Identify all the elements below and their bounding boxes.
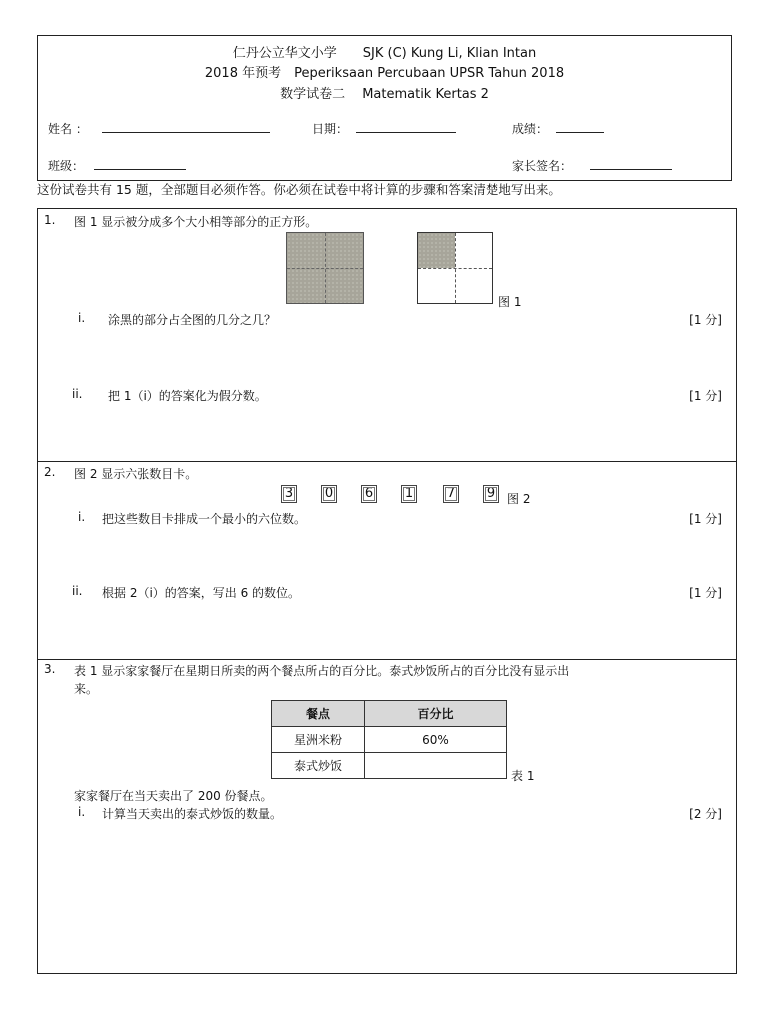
table-cell: [365, 753, 507, 779]
number-card: 6: [361, 485, 377, 503]
score-label: 成绩：: [512, 122, 549, 136]
table-cell: 泰式炒饭: [272, 753, 365, 779]
table-header-cell: 百分比: [365, 701, 507, 727]
quarter-square-figure: [417, 232, 493, 304]
parent-signature-label: 家长签名：: [512, 159, 573, 173]
question-3: [37, 659, 737, 974]
question-2: [37, 461, 737, 660]
number-card: 3: [281, 485, 297, 503]
table-cell: 星洲米粉: [272, 727, 365, 753]
table-row: [272, 727, 507, 753]
class-label: 班级：: [48, 159, 85, 173]
part-number: i.: [78, 311, 86, 325]
table-cell: 60%: [365, 727, 507, 753]
part-text: 计算当天卖出的泰式炒饭的数量。: [102, 807, 283, 821]
date-field[interactable]: [356, 120, 456, 133]
name-label: 姓名 ：: [48, 122, 88, 136]
statement-text: 家家餐厅在当天卖出了 200 份餐点。: [74, 789, 273, 803]
exam-title: 2018 年预考 Peperiksaan Percubaan UPSR Tahun 2018: [204, 66, 565, 81]
score-field[interactable]: [556, 120, 604, 133]
number-card: 0: [321, 485, 337, 503]
number-card: 9: [483, 485, 499, 503]
question-number: 1.: [44, 213, 56, 227]
table-row: [272, 753, 507, 779]
instruction-text: 这份试卷共有 15 题，全部题目必须作答。你必须在试卷中将计算的步骤和答案清楚地写出来。: [37, 182, 561, 197]
part-number: ii.: [72, 387, 83, 401]
exam-header: [37, 35, 732, 181]
marks-label: [1 分]: [689, 512, 722, 526]
question-text: 图 1 显示被分成多个大小相等部分的正方形。: [74, 215, 318, 229]
shaded-quarter: [418, 233, 455, 268]
school-name: 仁丹公立华文小学 SJK (C) Kung Li, Klian Intan: [232, 46, 537, 61]
question-text-continued: 来。: [74, 682, 99, 696]
question-number: 3.: [44, 662, 56, 676]
divider-line: [287, 268, 363, 269]
class-field[interactable]: [94, 157, 186, 170]
part-text: 把 1（i）的答案化为假分数。: [108, 389, 267, 403]
number-card: 7: [443, 485, 459, 503]
question-1: [37, 208, 737, 462]
table-label: 表 1: [511, 769, 535, 783]
marks-label: [1 分]: [689, 389, 722, 403]
part-text: 把这些数目卡排成一个最小的六位数。: [102, 512, 307, 526]
part-number: i.: [78, 510, 86, 524]
table-header-cell: 餐点: [272, 701, 365, 727]
parent-signature-field[interactable]: [590, 157, 672, 170]
figure-label: 图 1: [498, 295, 522, 309]
shaded-square-figure: [286, 232, 364, 304]
divider-line: [418, 268, 492, 269]
number-card: 1: [401, 485, 417, 503]
table-1: [271, 700, 507, 779]
marks-label: [1 分]: [689, 586, 722, 600]
figure-label: 图 2: [507, 492, 531, 506]
date-label: 日期：: [312, 122, 349, 136]
part-number: ii.: [72, 584, 83, 598]
part-number: i.: [78, 805, 86, 819]
marks-label: [1 分]: [689, 313, 722, 327]
question-number: 2.: [44, 465, 56, 479]
part-text: 根据 2（i）的答案，写出 6 的数位。: [102, 586, 301, 600]
question-text: 表 1 显示家家餐厅在星期日所卖的两个餐点所占的百分比。泰式炒饭所占的百分比没有显示出: [74, 664, 570, 678]
name-field[interactable]: [102, 120, 270, 133]
part-text: 涂黑的部分占全图的几分之几？: [108, 313, 277, 327]
question-text: 图 2 显示六张数目卡。: [74, 467, 198, 481]
table-header-row: [272, 701, 507, 727]
marks-label: [2 分]: [689, 807, 722, 821]
paper-title: 数学试卷二 Matematik Kertas 2: [280, 87, 489, 102]
